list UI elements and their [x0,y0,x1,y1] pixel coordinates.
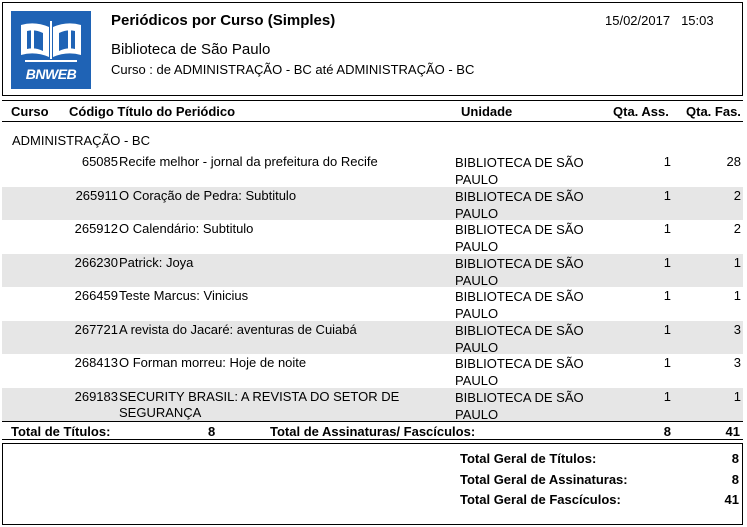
subscriptions-qty: 1 [663,221,671,236]
total-titles-value: 8 [208,424,216,439]
grand-total-fasc-label: Total Geral de Fascículos: [460,492,621,507]
subscriptions-qty: 1 [663,154,671,169]
fascicles-qty: 3 [733,321,741,337]
report-title: Periódicos por Curso (Simples) [111,12,336,29]
course-group-label: ADMINISTRAÇÃO - BC [12,133,150,148]
unit-name: BIBLIOTECA DE SÃO PAULO [455,155,584,187]
unit-name: BIBLIOTECA DE SÃO PAULO [455,289,584,321]
grand-total-fasc-value: 41 [724,492,739,507]
periodical-code: 265912 [74,221,118,236]
periodical-code: 267721 [74,321,118,337]
report-time: 15:03 [681,13,714,28]
table-row [2,220,743,254]
report-datetime [605,13,714,28]
col-code-title: Código Título do Periódico [69,104,236,119]
col-course: Curso [11,104,49,119]
report-header [2,2,743,96]
table-row [2,354,743,388]
col-fascicles: Qta. Fas. [686,104,741,119]
periodical-title: Patrick: Joya [119,254,194,270]
subscriptions-qty: 1 [663,355,671,370]
fascicles-qty: 2 [733,187,741,203]
fascicles-qty: 1 [733,288,741,303]
subscriptions-qty: 1 [663,187,671,203]
unit-name: BIBLIOTECA DE SÃO PAULO [455,322,584,355]
unit-name: BIBLIOTECA DE SÃO PAULO [455,222,584,254]
periodical-title: Recife melhor - jornal da prefeitura do Recife [119,154,378,169]
periodical-title: O Coração de Pedra: Subtitulo [119,187,297,203]
unit-name: BIBLIOTECA DE SÃO PAULO [455,255,584,288]
library-name: Biblioteca de São Paulo [111,41,271,58]
subscriptions-qty: 1 [663,321,671,337]
periodical-title: A revista do Jacaré: aventuras de Cuiabá [119,321,357,337]
periodical-title: Teste Marcus: Vinicius [119,288,249,303]
total-subs-fasc-label: Total de Assinaturas/ Fascículos: [270,424,476,439]
table-row [2,153,743,187]
unit-name: BIBLIOTECA DE SÃO PAULO [455,389,584,422]
periodical-title: O Forman morreu: Hoje de noite [119,355,307,370]
periodicals-table [2,153,743,421]
table-row [2,187,743,221]
grand-total-subs-value: 8 [731,472,739,487]
periodical-code: 65085 [81,154,118,169]
fascicles-qty: 2 [733,221,741,236]
report-date: 15/02/2017 [605,13,671,28]
col-subscriptions: Qta. Ass. [613,104,669,119]
fascicles-qty: 3 [733,355,741,370]
course-totals [2,421,743,440]
periodical-code: 266459 [74,288,118,303]
fascicles-qty: 28 [726,154,741,169]
grand-totals [2,443,743,525]
periodical-code: 266230 [74,254,118,270]
bnweb-logo [11,11,91,89]
periodical-code: 265911 [75,187,118,203]
table-row [2,321,743,355]
periodical-title: SECURITY BRASIL: A REVISTA DO SETOR DE SEGURANÇA [119,388,400,420]
grand-total-titles-value: 8 [731,451,739,466]
fascicles-qty: 1 [733,254,741,270]
periodical-code: 268413 [74,355,118,370]
periodical-title: O Calendário: Subtitulo [119,221,254,236]
course-range: Curso : de ADMINISTRAÇÃO - BC até ADMINISTRAÇÃO - BC [111,62,475,77]
table-row [2,388,743,422]
column-header [2,100,743,122]
total-fasc-value: 41 [725,424,740,439]
periodical-code: 269183 [74,388,118,404]
col-unit: Unidade [461,104,513,119]
subscriptions-qty: 1 [663,254,671,270]
fascicles-qty: 1 [733,388,741,404]
unit-name: BIBLIOTECA DE SÃO PAULO [455,188,584,221]
total-subs-value: 8 [663,424,671,439]
logo-text: BNWEB [25,66,77,82]
table-row [2,254,743,288]
unit-name: BIBLIOTECA DE SÃO PAULO [455,356,584,388]
table-row [2,287,743,321]
grand-total-titles-label: Total Geral de Títulos: [460,451,597,466]
subscriptions-qty: 1 [663,388,671,404]
subscriptions-qty: 1 [663,288,671,303]
grand-total-subs-label: Total Geral de Assinaturas: [460,472,628,487]
total-titles-label: Total de Títulos: [11,424,111,439]
